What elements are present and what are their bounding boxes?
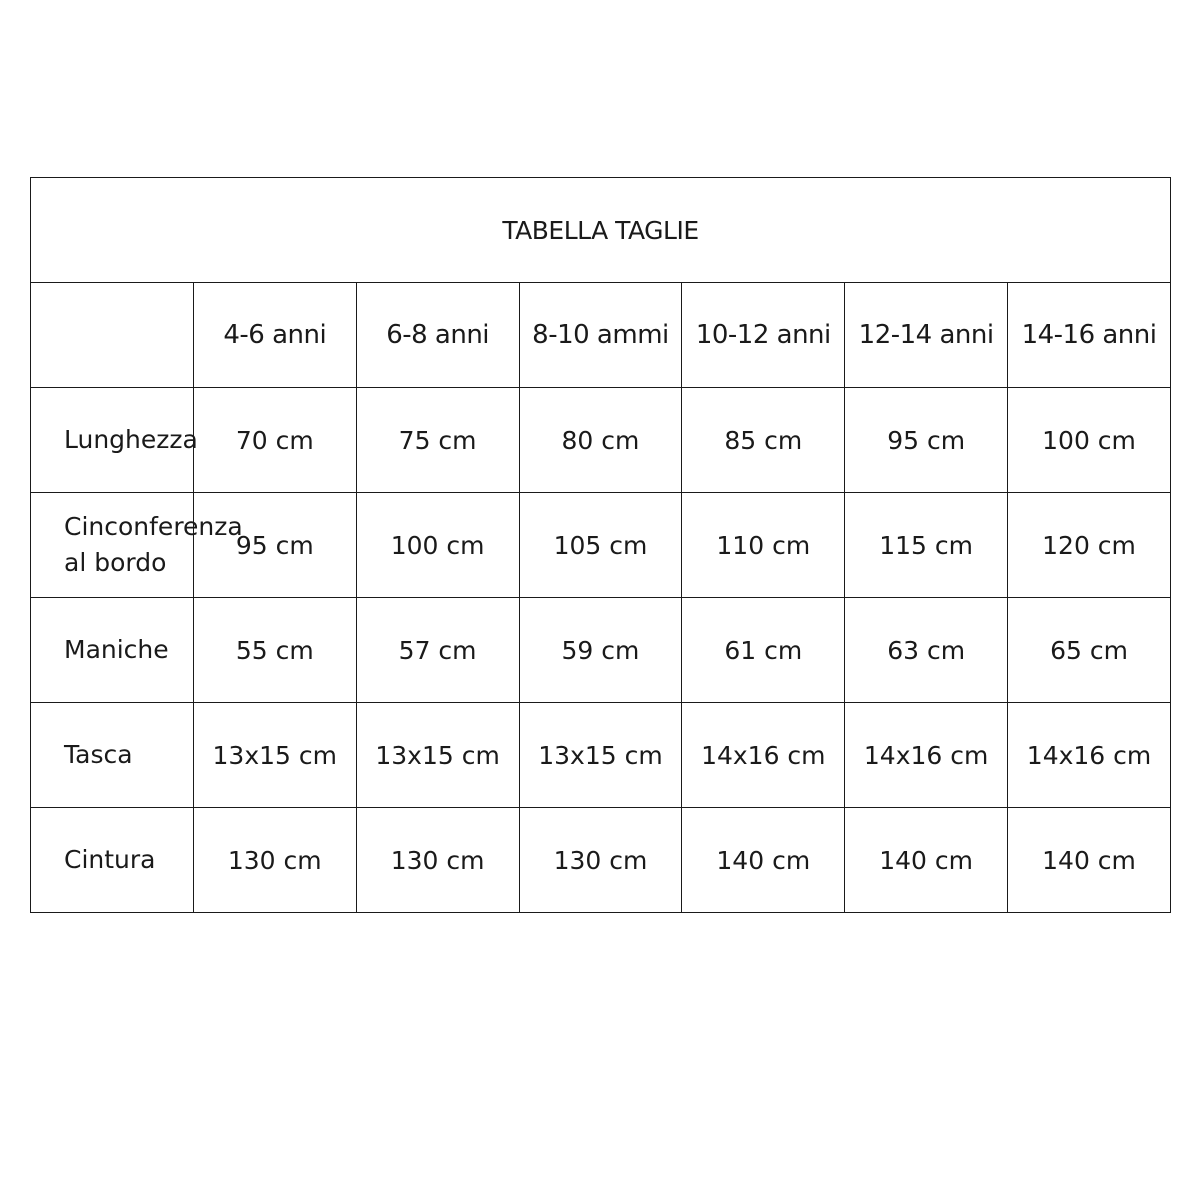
table-cell: 70 cm	[193, 388, 356, 493]
table-cell: 95 cm	[845, 388, 1008, 493]
row-label	[31, 388, 198, 493]
table-cell: 65 cm	[1008, 598, 1171, 703]
column-header: 14-16 anni	[1008, 283, 1171, 388]
table-cell: 14x16 cm	[1008, 703, 1171, 808]
header-row	[31, 283, 1171, 388]
table-row	[31, 388, 1171, 493]
table-cell: 13x15 cm	[356, 703, 519, 808]
column-header: 8-10 ammi	[519, 283, 682, 388]
table-cell: 130 cm	[519, 808, 682, 913]
size-chart-table	[30, 177, 1171, 913]
table-row	[31, 703, 1171, 808]
table-cell: 130 cm	[193, 808, 356, 913]
table-cell: 13x15 cm	[519, 703, 682, 808]
table-cell: 100 cm	[356, 493, 519, 598]
table-row	[31, 808, 1171, 913]
table-cell: 61 cm	[682, 598, 845, 703]
table-cell: 115 cm	[845, 493, 1008, 598]
table-cell: 140 cm	[1008, 808, 1171, 913]
row-label-line: Cinconferenza	[64, 512, 243, 541]
row-label-line: Cintura	[64, 845, 156, 874]
table-title: TABELLA TAGLIE	[31, 178, 1171, 283]
row-label	[31, 808, 194, 913]
row-label	[31, 493, 243, 598]
table-cell: 140 cm	[682, 808, 845, 913]
column-header: 4-6 anni	[193, 283, 356, 388]
table-cell: 59 cm	[519, 598, 682, 703]
table-cell: 85 cm	[682, 388, 845, 493]
table-cell: 80 cm	[519, 388, 682, 493]
table-cell: 57 cm	[356, 598, 519, 703]
table-cell: 140 cm	[845, 808, 1008, 913]
table-cell: 120 cm	[1008, 493, 1171, 598]
table-cell: 130 cm	[356, 808, 519, 913]
table-cell: 55 cm	[193, 598, 356, 703]
table-cell: 100 cm	[1008, 388, 1171, 493]
table-cell: 14x16 cm	[845, 703, 1008, 808]
row-label	[31, 703, 194, 808]
column-header: 6-8 anni	[356, 283, 519, 388]
table-cell: 63 cm	[845, 598, 1008, 703]
row-label-line: Maniche	[64, 635, 169, 664]
title-row	[31, 178, 1171, 283]
table-row	[31, 493, 1171, 598]
row-label	[31, 598, 194, 703]
column-header: 10-12 anni	[682, 283, 845, 388]
table-cell: 13x15 cm	[193, 703, 356, 808]
header-corner-cell	[31, 283, 194, 388]
table-row	[31, 598, 1171, 703]
row-label-line: Tasca	[64, 740, 133, 769]
table-cell: 105 cm	[519, 493, 682, 598]
row-label-line: al bordo	[64, 548, 167, 577]
column-header: 12-14 anni	[845, 283, 1008, 388]
table-cell: 75 cm	[356, 388, 519, 493]
table-cell: 95 cm	[193, 493, 356, 598]
table-cell: 110 cm	[682, 493, 845, 598]
table-cell: 14x16 cm	[682, 703, 845, 808]
row-label-line: Lunghezza	[64, 425, 198, 454]
